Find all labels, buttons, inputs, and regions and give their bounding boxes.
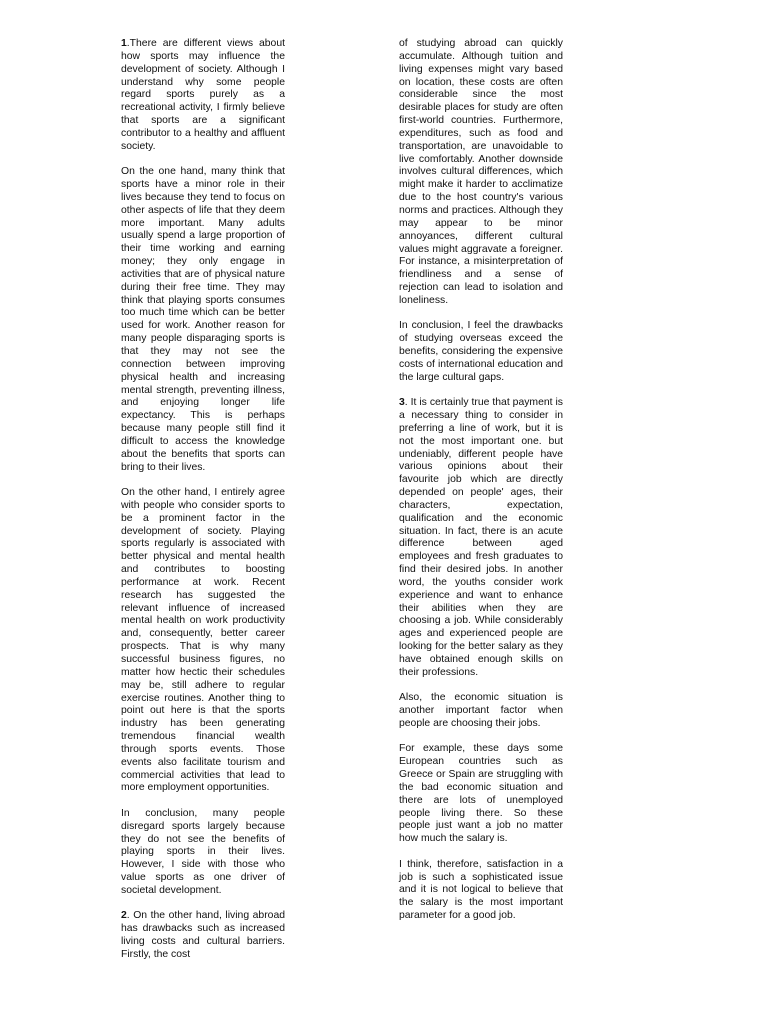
- essay-1-body-2: [121, 487, 285, 795]
- essay-1-body-1: [121, 166, 285, 474]
- paragraph-text: . On the other hand, living abroad has drawbacks such as increased living costs and cultural barriers. Firstly, the cost: [121, 910, 285, 960]
- essay-3-body-1: [399, 692, 563, 731]
- paragraph-text: For example, these days some European countries such as Greece or Spain are struggling with the bad economic situation and there are lots of unemployed people living there. So these people just want a job no matter how much the salary is.: [399, 743, 563, 845]
- essay-number: 1: [121, 38, 127, 49]
- essay-3-body-2: [399, 743, 563, 846]
- paragraph-text: Also, the economic situation is another important factor when people are choosing their jobs.: [399, 692, 563, 729]
- paragraph-text: In conclusion, many people disregard sports largely because they do not see the benefits of playing sports in their lives. However, I side with those who value sports as one driver of societal development.: [121, 807, 285, 896]
- essay-number: 3: [399, 397, 405, 409]
- essay-1-conclusion: [121, 808, 285, 898]
- essay-2-conclusion: [399, 320, 563, 384]
- paragraph-text: On the other hand, I entirely agree with people who consider sports to be a prominent factor in the development of society. Playing sports regularly is associated with better physical and mental health and contributes to boosting performance at work. Recent research has suggested the relevant influence of increased mental health on work productivity and, consequently, better career prospects. That is why many successful business figures, no matter how hectic their schedules may be, still adhere to regular exercise routines. Another thing to point out here is that the sports industry has been generating tremendous financial wealth through sports events. Those events also facilitate tourism and commercial activities that lead to more employment opportunities.: [121, 487, 285, 794]
- essay-3-intro: [399, 397, 563, 680]
- paragraph-text: In conclusion, I feel the drawbacks of studying overseas exceed the benefits, considering the expensive costs of international education and the large cultural gaps.: [399, 320, 563, 383]
- paragraph-text: of studying abroad can quickly accumulate. Although tuition and living expenses might vary based on location, these costs are often considerable since the most desirable places for study are often first-world countries. Furthermore, expenditures, such as food and transportation, are unavoidable to live comfortably. Another downside involves cultural differences, which might make it harder to acclimatize due to the host country's various norms and practices. Although they may appear to be minor annoyances, different cultural values might aggravate a foreigner. For instance, a misinterpretation of friendliness and a sense of rejection can lead to isolation and loneliness.: [399, 38, 563, 306]
- paragraph-text: On the one hand, many think that sports have a minor role in their lives because they tend to focus on other aspects of life that they deem more important. Many adults usually spend a large proportion of their time working and earning money; they only engage in activities that are of physical nature during their free time. They may think that playing sports consumes too much time which can be better used for work. Another reason for many people disparaging sports is that they may not see the connection between improving physical health and increasing mental strength, preventing illness, and enjoying longer life expectancy. This is perhaps because many people still find it difficult to access the knowledge about the benefits that sports can bring to their lives.: [121, 166, 285, 473]
- essay-3-conclusion: [399, 859, 563, 923]
- essay-number: 2: [121, 910, 127, 922]
- paragraph-text: I think, therefore, satisfaction in a job is such a sophisticated issue and it is not logical to believe that the salary is the most important parameter for a good job.: [399, 858, 563, 922]
- right-column: [399, 38, 563, 936]
- essay-2-continuation: [399, 38, 563, 308]
- paragraph-text: . It is certainly true that payment is a necessary thing to consider in preferring a line of work, but it is not the most important one. but undeniably, different people have various opinions about their favourite job which are directly depended on people' ages, their characters, expectation, qualification and the economic situation. In fact, there is an acute difference between aged employees and fresh graduates to find their desired jobs. In another word, the youths consider work experience and want to enhance their abilities when they are choosing a job. While considerably ages and experienced people are looking for the better salary as they have obtained enough skills on their professions.: [399, 397, 563, 678]
- essay-1-intro: [121, 38, 285, 154]
- left-column: [121, 38, 285, 974]
- essay-2-start: [121, 910, 285, 961]
- paragraph-text: .There are different views about how sports may influence the development of society. Although I understand why some people regard sports purely as a recreational activity, I firmly believe that sports are a significant contributor to a healthy and affluent society.: [121, 38, 285, 152]
